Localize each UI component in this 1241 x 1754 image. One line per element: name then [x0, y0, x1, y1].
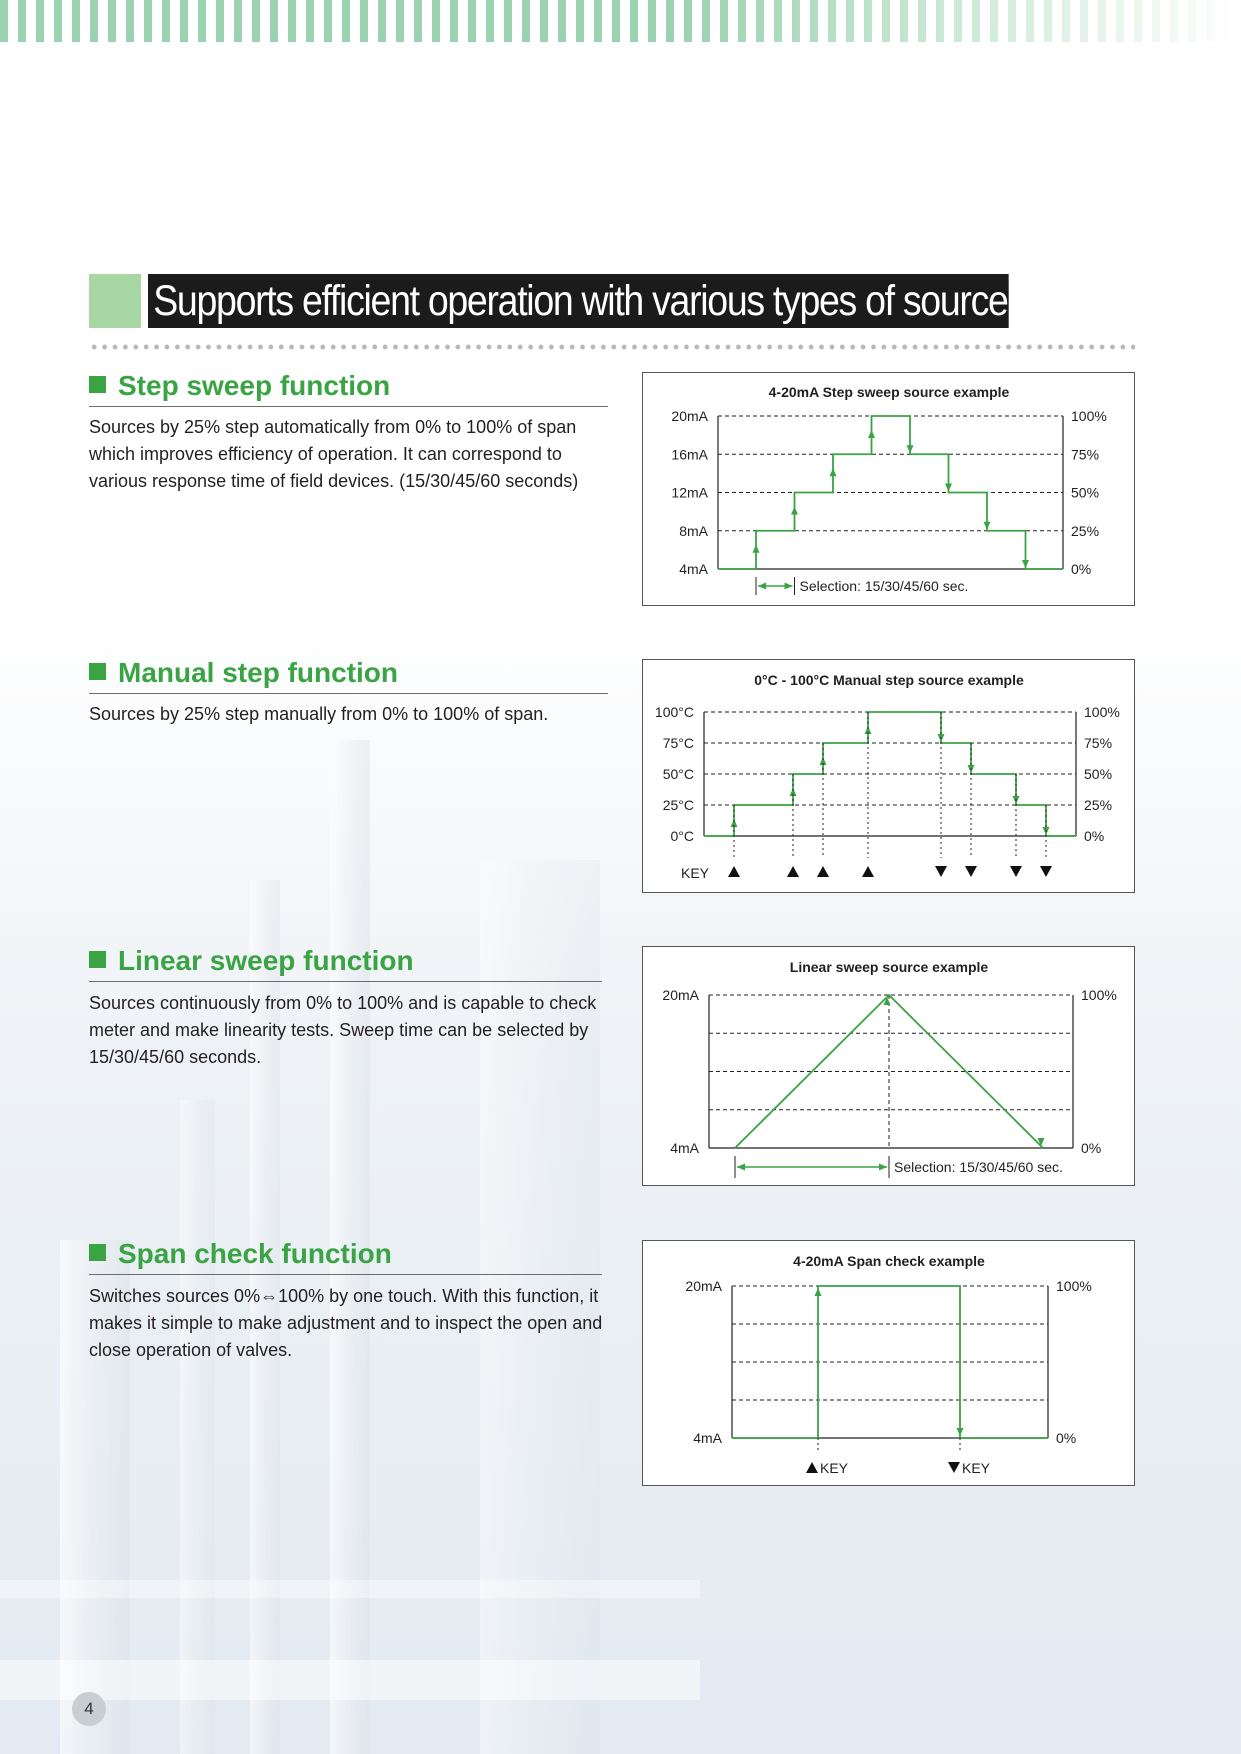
- span-arrow-down: [957, 1428, 964, 1436]
- y-tick-label-left: 4mA: [693, 1430, 722, 1446]
- key-down-triangle-icon: [1040, 866, 1052, 877]
- step-arrow: [753, 545, 760, 553]
- step-arrow: [945, 484, 952, 492]
- y-tick-label-right: 0%: [1081, 1140, 1102, 1156]
- y-tick-label-left: 4mA: [679, 561, 708, 577]
- y-tick-label-left: 20mA: [685, 1278, 722, 1294]
- y-tick-label-right: 100%: [1084, 704, 1120, 720]
- chart-step-sweep: [642, 372, 1135, 606]
- bullet-square-icon: [89, 376, 106, 393]
- key-down-triangle-icon: [965, 866, 977, 877]
- page-title: Supports efficient operation with various types of source pattern: [148, 274, 1009, 328]
- section-desc-linear-sweep: Sources continuously from 0% to 100% and is capable to check meter and make linearity tests. Sweep time can be selected by 15/30/45/60 seconds.: [89, 993, 597, 1067]
- background-plant-illustration: [0, 680, 700, 1754]
- section-heading-span-check: Span check function: [89, 1238, 602, 1275]
- step-arrow: [1022, 560, 1029, 568]
- y-tick-label-left: 75°C: [662, 735, 694, 751]
- chart-manual-step-svg: [643, 660, 1136, 894]
- y-tick-label-left: 100°C: [654, 704, 694, 720]
- key-down-triangle-icon: [1010, 866, 1022, 877]
- key-up-triangle-icon: [806, 1462, 818, 1473]
- bullet-square-icon: [89, 1244, 106, 1261]
- y-tick-label-right: 50%: [1084, 766, 1113, 782]
- bullet-square-icon: [89, 951, 106, 968]
- y-tick-label-left: 50°C: [662, 766, 694, 782]
- y-tick-label-right: 0%: [1071, 561, 1092, 577]
- key-up-triangle-icon: [787, 866, 799, 877]
- step-arrow: [984, 522, 991, 530]
- chart-title: 4-20mA Span check example: [793, 1253, 985, 1269]
- title-divider: [89, 344, 1135, 350]
- y-tick-label-left: 16mA: [671, 446, 708, 463]
- section-heading-manual-step: Manual step function: [89, 657, 608, 694]
- key-down-triangle-icon: [948, 1462, 960, 1473]
- section-heading-step-sweep: Step sweep function: [89, 370, 608, 407]
- chart-title: Linear sweep source example: [789, 959, 989, 975]
- span-arrow-up: [815, 1288, 822, 1296]
- y-tick-label-left: 25°C: [662, 797, 694, 813]
- key-label: KEY: [962, 1460, 991, 1476]
- y-tick-label-right: 75%: [1084, 735, 1113, 751]
- y-tick-label-left: 20mA: [671, 408, 708, 424]
- selection-arrow-right: [785, 583, 793, 590]
- y-tick-label-right: 100%: [1081, 987, 1117, 1003]
- step-arrow: [830, 468, 837, 476]
- y-tick-label-right: 0%: [1056, 1430, 1077, 1446]
- step-arrow: [868, 430, 875, 438]
- chart-manual-step: [642, 659, 1135, 893]
- key-up-triangle-icon: [862, 866, 874, 877]
- chart-span-check-svg: [643, 1241, 1136, 1487]
- selection-annotation: Selection: 15/30/45/60 sec.: [894, 1159, 1063, 1175]
- key-down-triangle-icon: [935, 866, 947, 877]
- y-tick-label-right: 100%: [1071, 408, 1107, 424]
- y-tick-label-left: 0°C: [670, 828, 694, 844]
- y-tick-label-right: 25%: [1084, 797, 1113, 813]
- key-label: KEY: [681, 865, 710, 881]
- y-tick-label-right: 25%: [1071, 522, 1100, 539]
- chart-step-sweep-svg: [643, 373, 1136, 607]
- chart-title: 0°C - 100°C Manual step source example: [754, 672, 1024, 688]
- y-tick-label-left: 8mA: [679, 522, 708, 539]
- section-desc-step-sweep: Sources by 25% step automatically from 0% to 100% of span which improves efficiency of operation. It can correspond to various response time of field devices. (15/30/45/60 seconds): [89, 417, 579, 491]
- section-desc-span-check: Switches sources 0%⇔100% by one touch. With this function, it makes it simple to make adjustment and to inspect the open and close operation of valves.: [89, 1286, 603, 1360]
- key-up-triangle-icon: [817, 866, 829, 877]
- key-up-triangle-icon: [728, 866, 740, 877]
- step-arrow: [907, 445, 914, 453]
- y-tick-label-right: 100%: [1056, 1278, 1092, 1294]
- title-green-square: [89, 274, 141, 328]
- selection-annotation: Selection: 15/30/45/60 sec.: [799, 578, 969, 594]
- y-tick-label-right: 50%: [1071, 484, 1100, 501]
- chart-title: 4-20mA Step sweep source example: [768, 384, 1010, 400]
- selection-arrow-right: [879, 1164, 887, 1171]
- y-tick-label-left: 12mA: [671, 484, 708, 501]
- key-label: KEY: [820, 1460, 849, 1476]
- header-stripes: [0, 0, 1241, 42]
- section-heading-linear-sweep: Linear sweep function: [89, 945, 602, 982]
- bullet-square-icon: [89, 663, 106, 680]
- selection-arrow-left: [737, 1164, 745, 1171]
- chart-span-check: [642, 1240, 1135, 1486]
- y-tick-label-left: 4mA: [670, 1140, 699, 1156]
- y-tick-label-right: 0%: [1084, 828, 1105, 844]
- chart-linear-sweep: [642, 946, 1135, 1186]
- page-title-block: [89, 274, 1135, 328]
- section-desc-manual-step: Sources by 25% step manually from 0% to 100% of span.: [89, 704, 549, 724]
- y-tick-label-left: 20mA: [662, 987, 699, 1003]
- step-arrow: [791, 507, 798, 515]
- page-number: 4: [72, 1692, 106, 1726]
- selection-arrow-left: [758, 583, 766, 590]
- y-tick-label-right: 75%: [1071, 446, 1100, 463]
- chart-linear-sweep-svg: [643, 947, 1136, 1187]
